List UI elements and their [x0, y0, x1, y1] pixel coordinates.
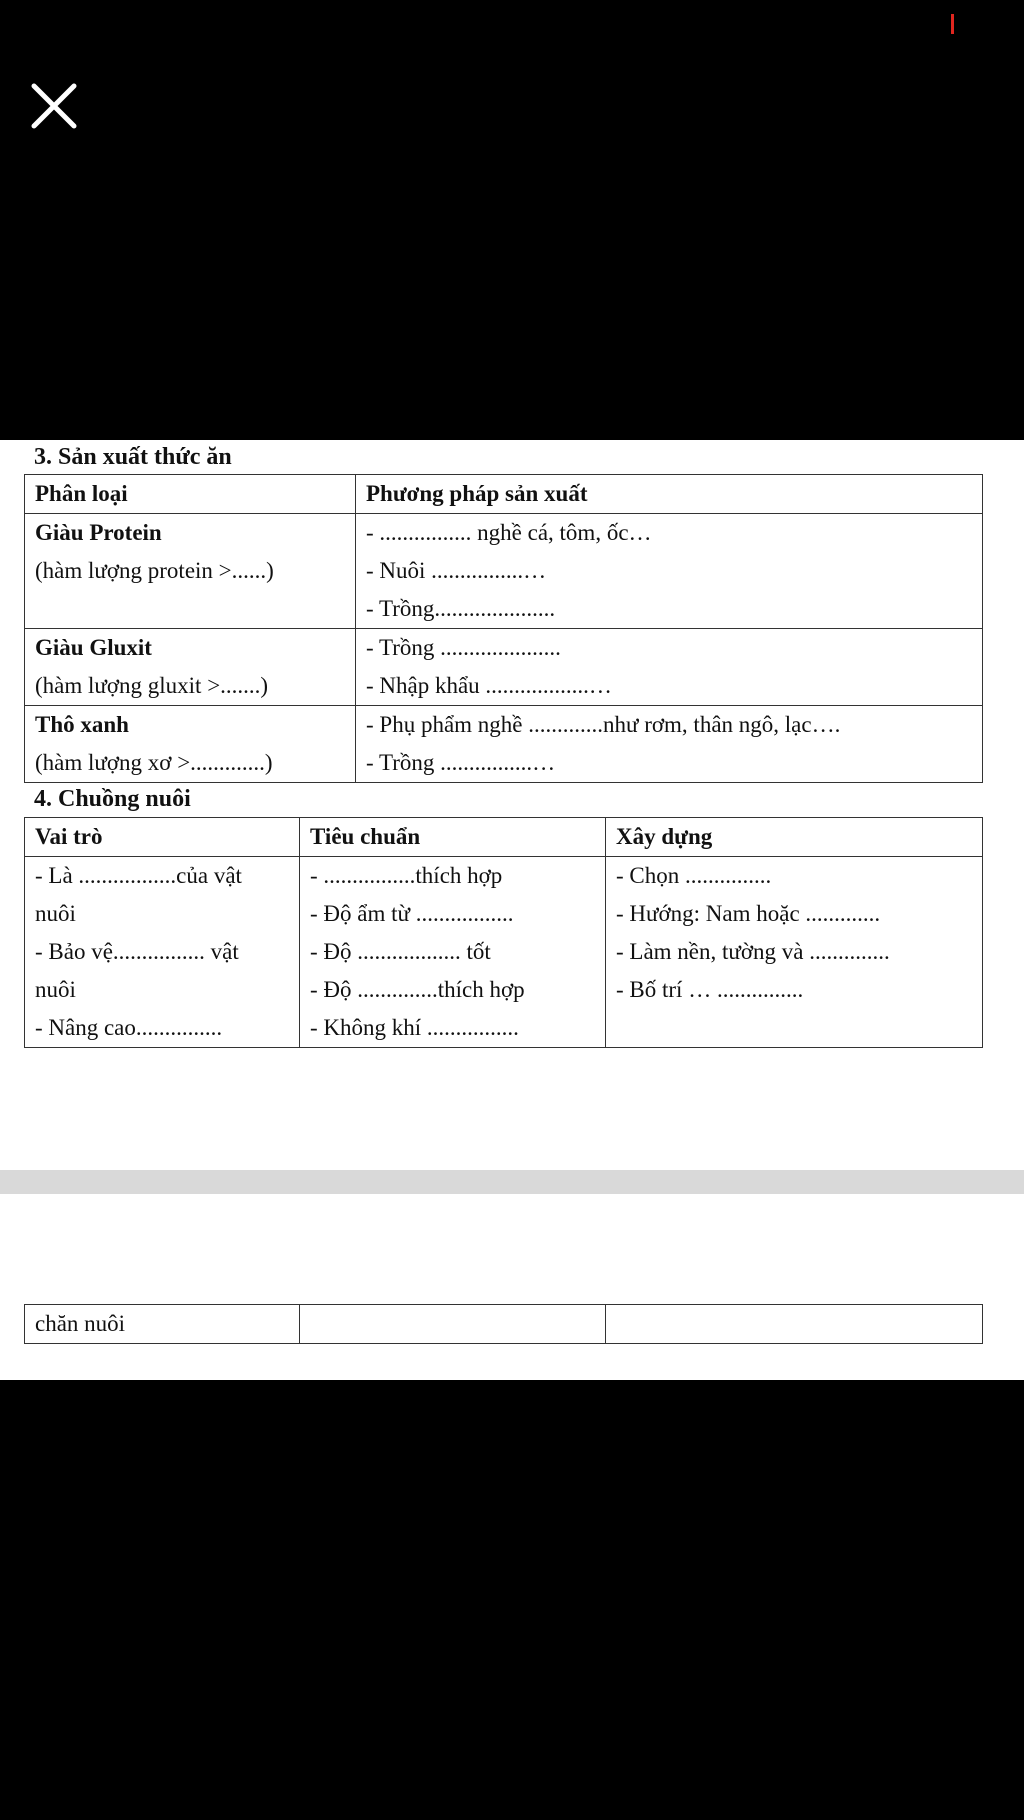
feed-production-table — [24, 474, 983, 783]
feed-type-name: Giàu Protein — [35, 520, 162, 545]
standard-line — [310, 1305, 595, 1343]
document-page — [0, 1194, 1024, 1380]
table-cell — [25, 857, 300, 1048]
table-row — [25, 629, 983, 706]
table-cell — [25, 514, 356, 629]
feed-type-note: (hàm lượng xơ >.............) — [35, 750, 273, 775]
method-line: - Trồng..................... — [366, 596, 556, 621]
standard-line: - Không khí ................ — [310, 1015, 519, 1040]
status-indicator — [951, 14, 954, 34]
section-title: 3. Sản xuất thức ăn — [34, 444, 232, 470]
table-cell — [300, 857, 606, 1048]
build-line: - Hướng: Nam hoặc ............. — [616, 901, 881, 926]
table-row — [25, 514, 983, 629]
method-line: - Nuôi ................… — [366, 558, 547, 583]
close-icon — [24, 76, 84, 136]
column-header: Phân loại — [25, 475, 356, 514]
method-line: - ................ nghề cá, tôm, ốc… — [366, 520, 652, 545]
barn-table — [24, 817, 983, 1048]
feed-type-note: (hàm lượng gluxit >.......) — [35, 673, 269, 698]
column-header: Tiêu chuẩn — [300, 818, 606, 857]
role-line: - Bảo vệ................ vật — [35, 939, 239, 964]
method-line: - Trồng ..................... — [366, 635, 561, 660]
table-cell — [25, 706, 356, 783]
standard-line: - ................thích hợp — [310, 863, 503, 888]
barn-table-continued — [24, 1304, 983, 1344]
feed-type-name: Giàu Gluxit — [35, 635, 152, 660]
role-line: nuôi — [35, 901, 76, 926]
column-header: Phương pháp sản xuất — [356, 475, 983, 514]
standard-line: - Độ ..............thích hợp — [310, 977, 525, 1002]
build-line: - Chọn ............... — [616, 863, 772, 888]
method-line: - Nhập khẩu ..................… — [366, 673, 612, 698]
standard-line: - Độ ẩm từ ................. — [310, 901, 514, 926]
role-line: - Nâng cao............... — [35, 1015, 223, 1040]
table-row — [25, 857, 983, 1048]
document-page — [0, 440, 1024, 1170]
build-line — [616, 1305, 972, 1343]
role-line: chăn nuôi — [35, 1311, 126, 1336]
role-line: nuôi — [35, 977, 76, 1002]
table-header-row — [25, 818, 983, 857]
page-separator — [0, 1170, 1024, 1194]
table-cell — [356, 629, 983, 706]
method-line: - Trồng ................… — [366, 750, 556, 775]
close-button[interactable] — [24, 76, 84, 136]
build-line: - Làm nền, tường và .............. — [616, 939, 890, 964]
role-line: - Là .................của vật — [35, 863, 242, 888]
table-cell — [606, 857, 983, 1048]
table-header-row — [25, 475, 983, 514]
table-row — [25, 1305, 983, 1344]
feed-type-name: Thô xanh — [35, 712, 129, 737]
table-cell — [25, 629, 356, 706]
method-line: - Phụ phẩm nghề .............như rơm, thân ngô, lạc…. — [366, 712, 841, 737]
standard-line: - Độ .................. tốt — [310, 939, 491, 964]
table-cell — [356, 514, 983, 629]
table-cell — [25, 1305, 300, 1344]
column-header: Xây dựng — [606, 818, 983, 857]
table-cell — [300, 1305, 606, 1344]
table-cell — [606, 1305, 983, 1344]
table-row — [25, 706, 983, 783]
build-line: - Bố trí … ............... — [616, 977, 804, 1002]
section-title: 4. Chuồng nuôi — [34, 786, 191, 812]
table-cell — [356, 706, 983, 783]
column-header: Vai trò — [25, 818, 300, 857]
feed-type-note: (hàm lượng protein >......) — [35, 558, 274, 583]
